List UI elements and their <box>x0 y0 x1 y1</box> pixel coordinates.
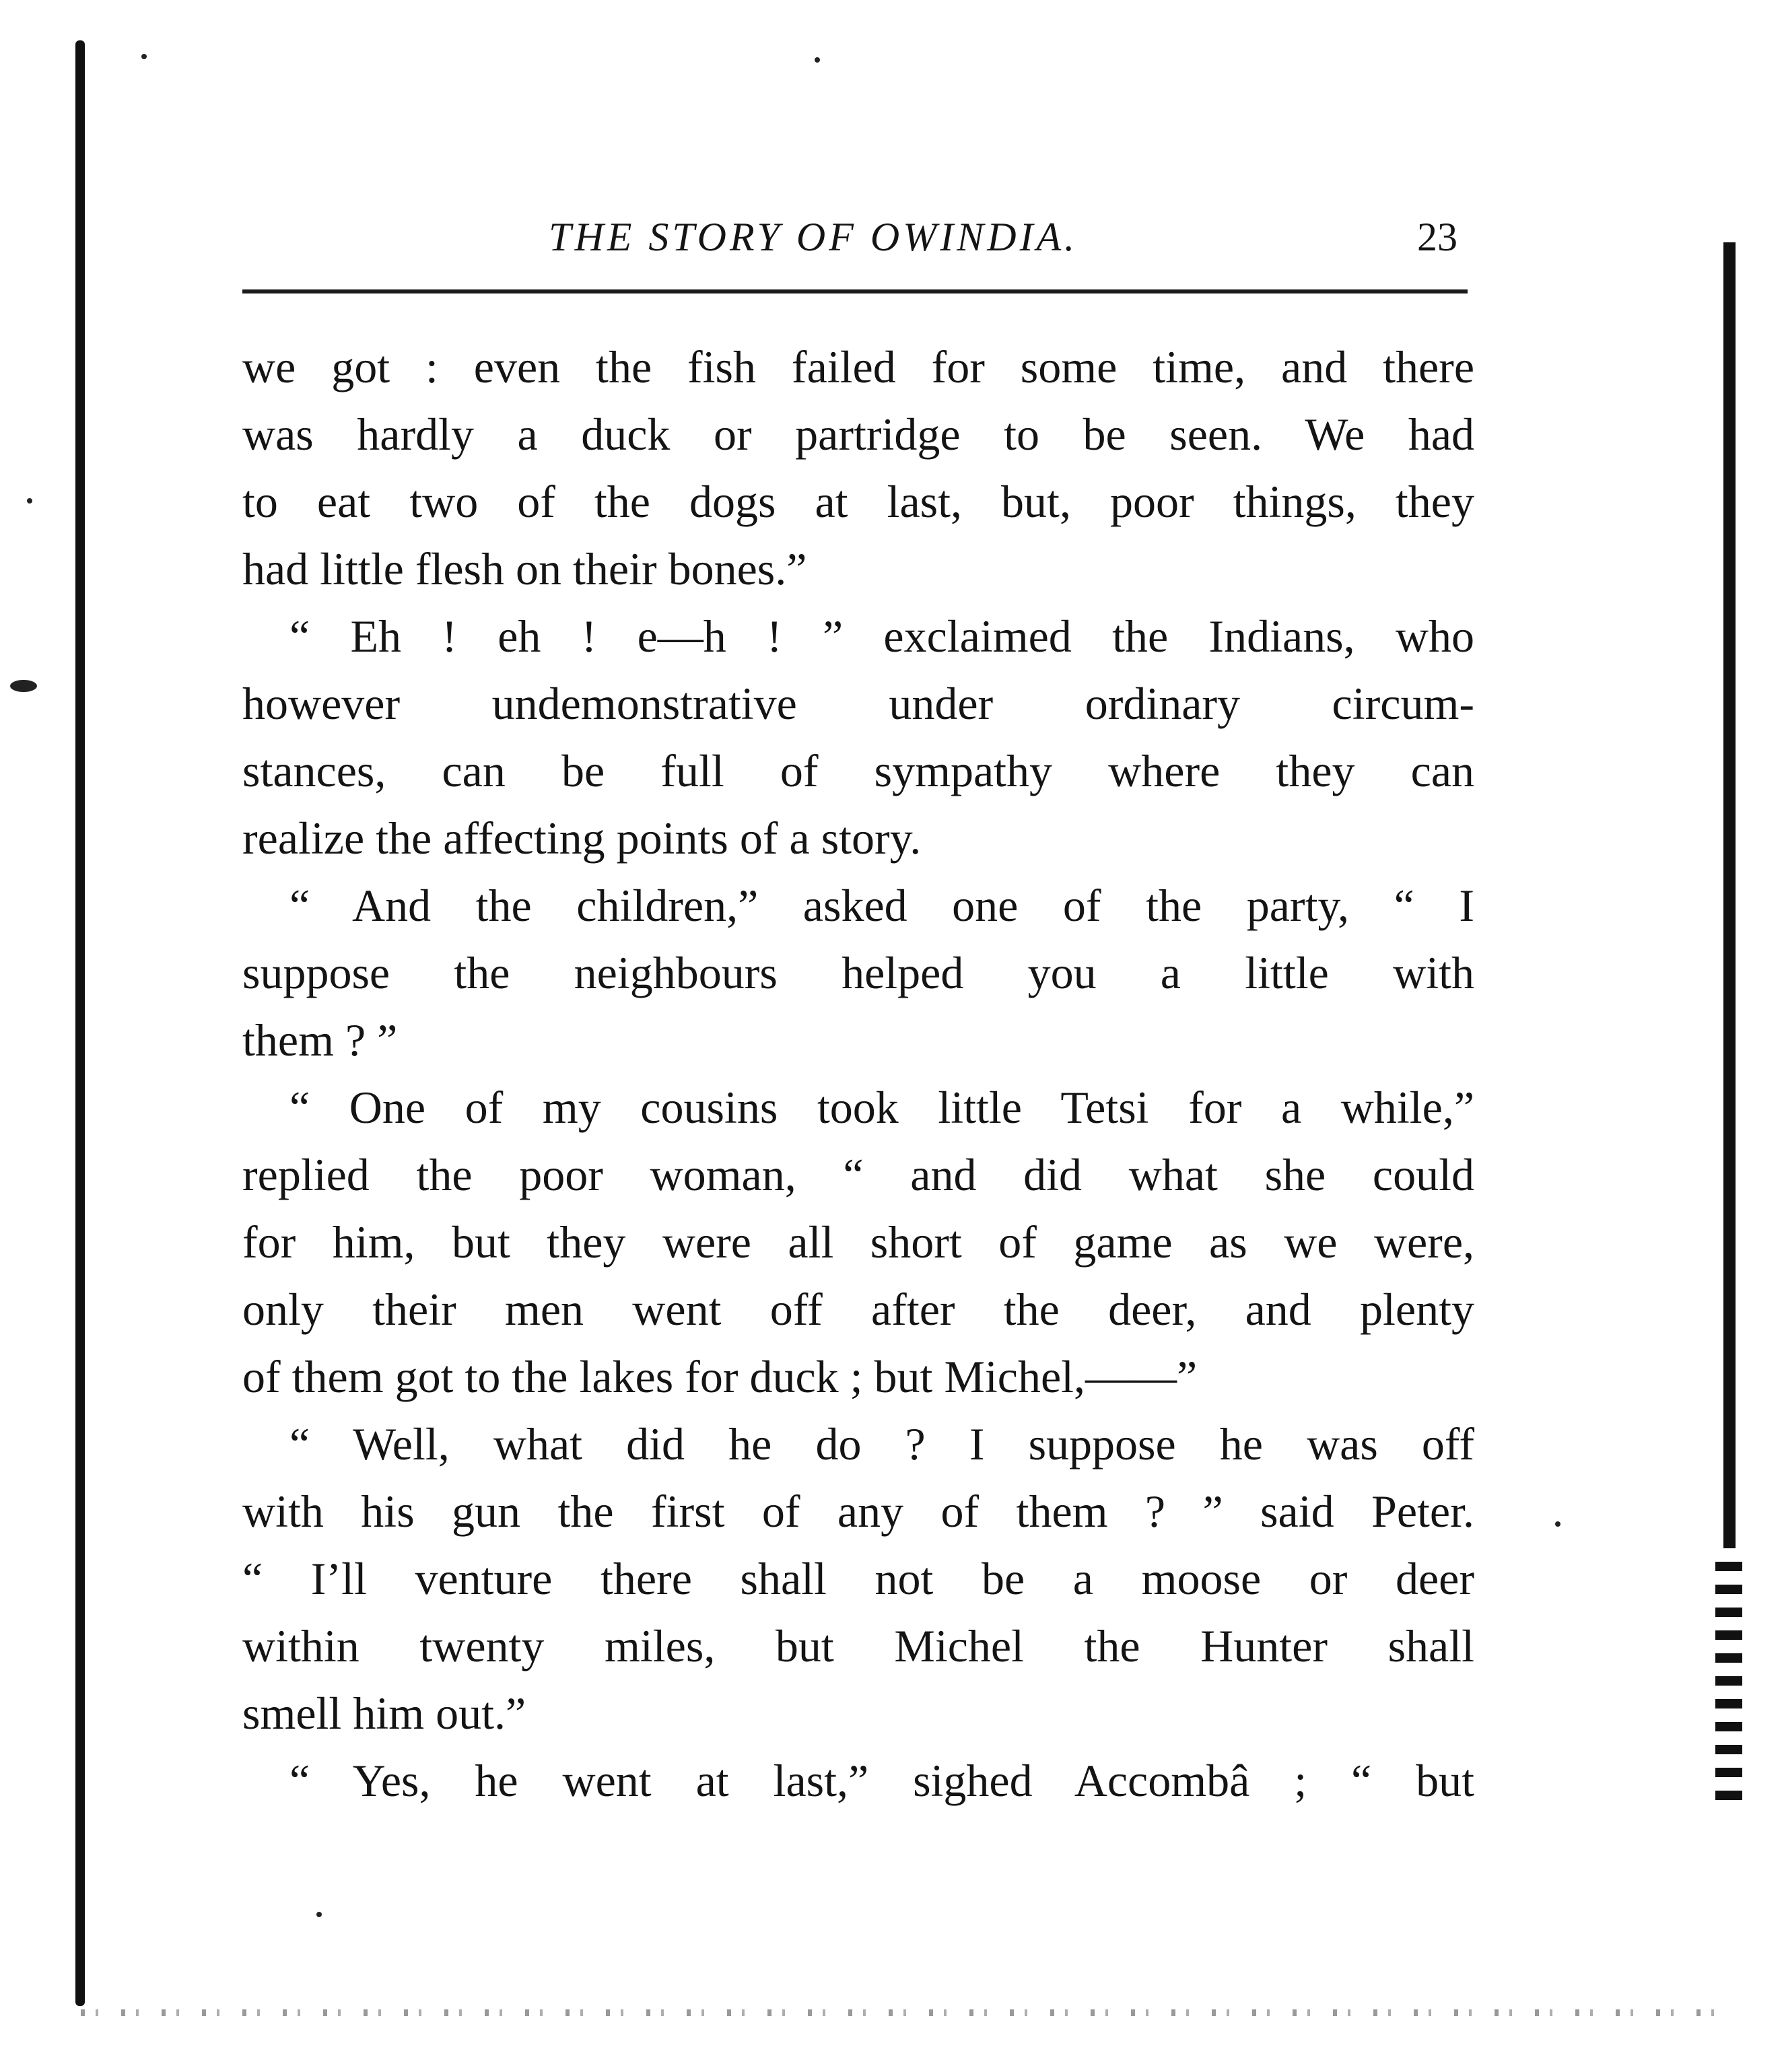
text-line: “ Well, what did he do ? I suppose he was off <box>289 1418 1474 1470</box>
text-line: replied the poor woman, “ and did what she could <box>242 1149 1474 1200</box>
text-line: to eat two of the dogs at last, but, poor things, they <box>242 476 1474 527</box>
scan-margin-left <box>75 40 85 2006</box>
text-line: “ Eh ! eh ! e—h ! ” exclaimed the Indians, who <box>289 611 1474 662</box>
text-line: stances, can be full of sympathy where they can <box>242 745 1474 796</box>
text-line: only their men went off after the deer, and plenty <box>242 1284 1474 1335</box>
scan-speck <box>1555 1521 1560 1527</box>
scan-speck <box>141 54 147 59</box>
text-line: within twenty miles, but Michel the Hunter shall <box>242 1620 1474 1671</box>
text-line: smell him out.” <box>242 1688 526 1739</box>
text-line: we got : even the fish failed for some time, and there <box>242 341 1474 392</box>
scan-margin-right <box>1723 242 1736 1548</box>
text-line: “ Yes, he went at last,” sighed Accombâ ; “ but <box>289 1755 1474 1806</box>
scan-noise-bottom <box>81 2009 1723 2016</box>
running-title: THE STORY OF OWINDIA. <box>549 215 1078 259</box>
body-text <box>242 333 1474 1814</box>
text-line: “ I’ll venture there shall not be a moose or deer <box>242 1553 1474 1604</box>
text-line: was hardly a duck or partridge to be seen. We had <box>242 409 1474 460</box>
text-line: realize the affecting points of a story. <box>242 813 922 864</box>
scan-speck <box>27 498 32 504</box>
scan-speck <box>10 680 37 692</box>
text-line: with his gun the first of any of them ? ” said Peter. <box>242 1486 1474 1537</box>
text-line: suppose the neighbours helped you a little with <box>242 947 1474 998</box>
scan-speck <box>316 1912 322 1917</box>
text-line: of them got to the lakes for duck ; but Michel,——” <box>242 1351 1198 1402</box>
scan-speck <box>815 57 820 63</box>
text-line: had little flesh on their bones.” <box>242 543 807 594</box>
scan-margin-right-marks <box>1715 1562 1742 1804</box>
text-line: for him, but they were all short of game as we were, <box>242 1216 1474 1268</box>
text-line: “ One of my cousins took little Tetsi for a while,” <box>289 1082 1474 1133</box>
text-line: “ And the children,” asked one of the party, “ I <box>289 880 1474 931</box>
text-line: however undemonstrative under ordinary circum- <box>242 678 1474 729</box>
page-header <box>242 210 1468 264</box>
text-line: them ? ” <box>242 1014 398 1066</box>
page-number: 23 <box>1417 215 1457 259</box>
header-rule <box>242 289 1468 293</box>
